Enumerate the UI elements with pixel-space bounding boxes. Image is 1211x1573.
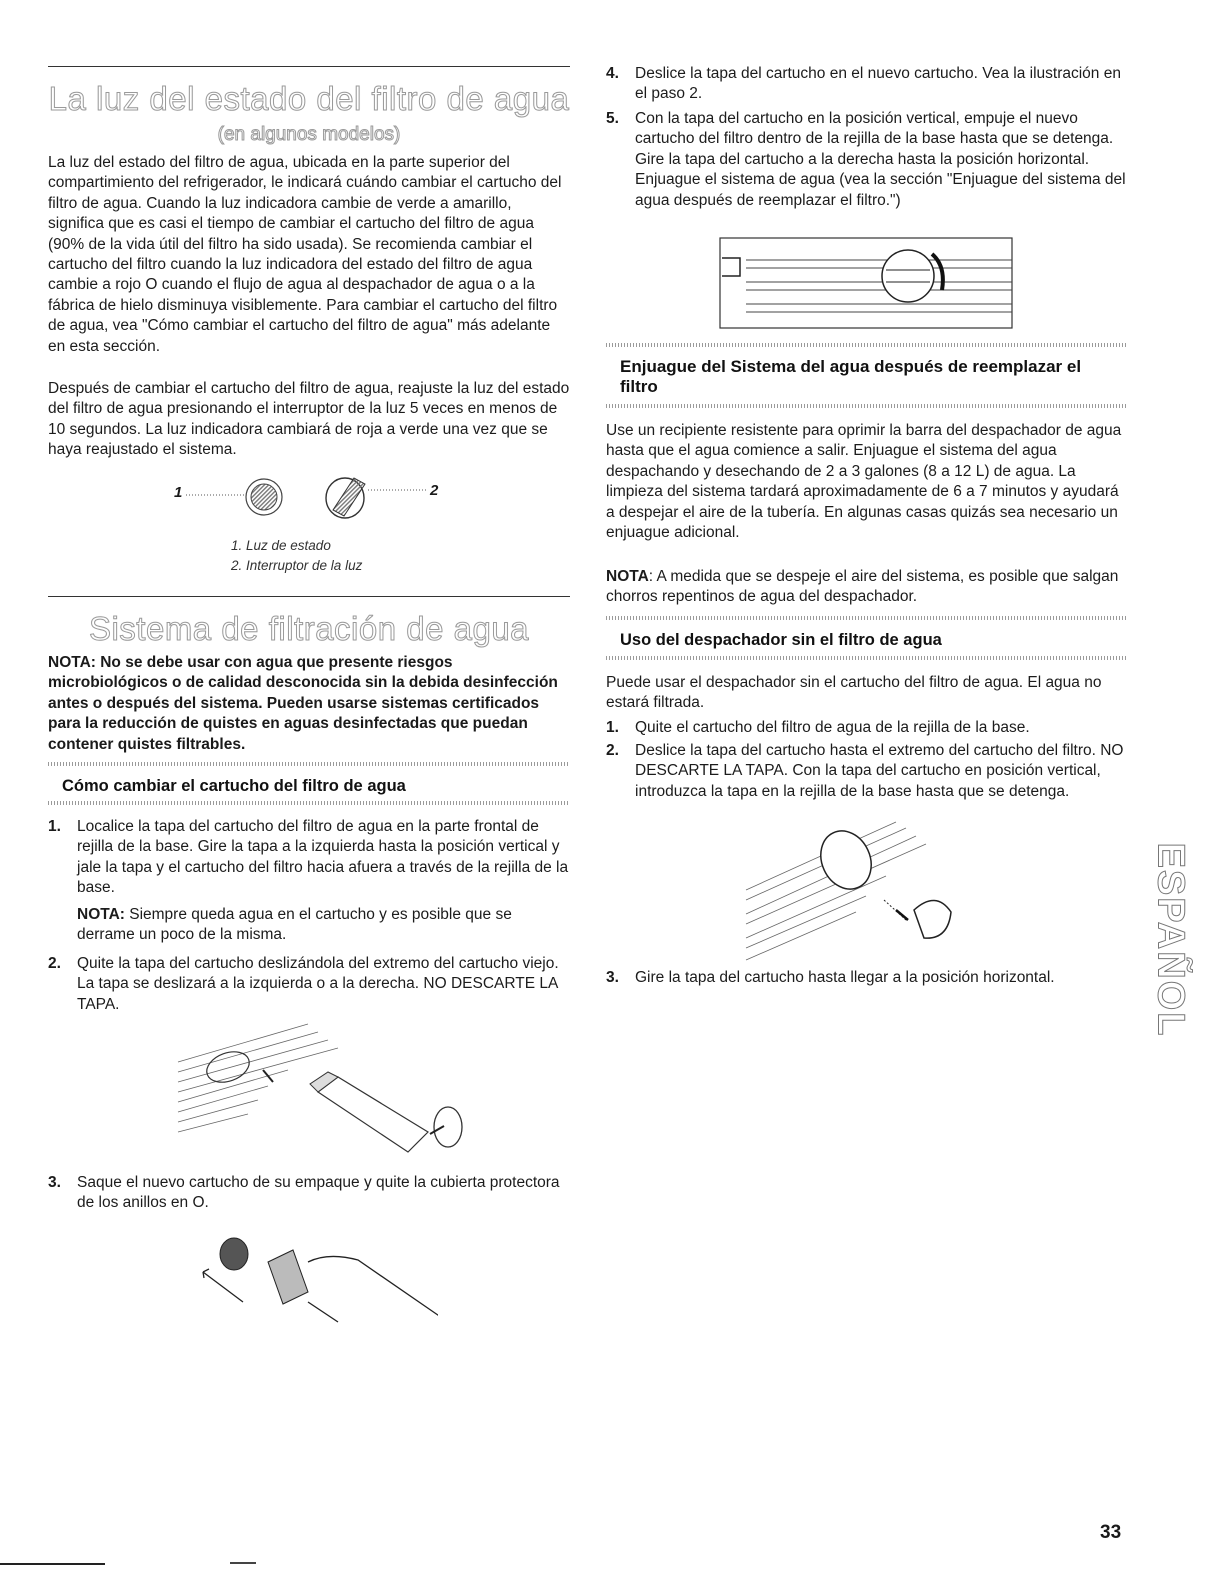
status-light-figure	[168, 470, 468, 530]
step-number: 3.	[48, 1174, 61, 1191]
step-text: Deslice la tapa del cartucho en el nuevo cartucho. Vea la ilustración en el paso 2.	[635, 65, 1121, 103]
heading-filter-status: La luz del estado del filtro de agua	[48, 80, 570, 117]
note-label: NOTA	[606, 568, 649, 585]
subheading-some-models: (en algunos modelos)	[217, 124, 401, 145]
step-text: Quite el cartucho del filtro de agua de la rejilla de la base.	[635, 719, 1030, 736]
paragraph-reset-light: Después de cambiar el cartucho del filtro de agua, reajuste la luz del estado del filtro de agua presionando el interruptor de la luz 5 veces en menos de 10 segundos. La luz indicadora cambiará de roja a verde una vez que se haya reajustado el sistema.	[48, 380, 570, 459]
dotted-rule	[606, 616, 1128, 620]
base-grille-illustration	[716, 232, 1016, 332]
step-number: 4.	[606, 65, 619, 82]
caption-light-switch: 2. Interruptor de la luz	[231, 558, 363, 573]
step-number: 1.	[48, 818, 61, 835]
paragraph-flush: Use un recipiente resistente para oprimir la barra del despachador de agua hasta que el agua comience a salir. Enjuague el sistema del agua despachando y desechando de 2 a 3 galones (8 a 12 L) de agua. La limpieza del sistema tardará aproximadamente de 6 a 7 minutos y ayudará a despejar el aire de la tubería. En algunas casas quizás sea necesario un enjuague adicional.	[606, 422, 1122, 542]
figure-label-1: 1	[174, 484, 183, 501]
dotted-rule	[606, 404, 1128, 408]
language-side-tab	[1147, 820, 1193, 1060]
flush-note	[606, 567, 1128, 608]
dotted-rule	[48, 762, 570, 766]
language-tab-label: ESPAÑOL	[1149, 842, 1192, 1038]
step-text: Con la tapa del cartucho en la posición vertical, empuje el nuevo cartucho del filtro dentro de la rejilla de la base hasta que se detenga. Gire la tapa del cartucho a la derecha hasta la posición horizontal. Enjuague el sistema de agua (vea la sección "Enjuague del sistema del agua después de reemplazar el filtro.")	[635, 110, 1126, 209]
step-text: Deslice la tapa del cartucho hasta el extremo del cartucho del filtro. NO DESCARTE LA TAPA. Con la tapa del cartucho en posición vertical, introduzca la tapa en la rejilla de la base hasta que se detenga.	[635, 742, 1124, 800]
dotted-rule	[606, 656, 1128, 660]
step-number: 2.	[48, 955, 61, 972]
step-number: 5.	[606, 110, 619, 127]
step-text: Quite la tapa del cartucho deslizándola del extremo del cartucho viejo. La tapa se deslizará a la izquierda o a la derecha. NO DESCARTE LA TAPA.	[77, 955, 559, 1013]
step-text: Gire la tapa del cartucho hasta llegar a la posición horizontal.	[635, 969, 1055, 986]
note-label: NOTA:	[77, 906, 125, 923]
page-number: 33	[1100, 1522, 1122, 1543]
dotted-rule	[48, 801, 570, 805]
safety-note: NOTA: No se debe usar con agua que presente riesgos microbiológicos o de calidad desconocida sin la debida desinfección antes o después del sistema. Pueden usarse sistemas certificados para la reducción de quistes en aguas desinfectadas que puedan contener quistes filtrables.	[48, 654, 558, 753]
status-light-illustration	[168, 470, 468, 530]
paragraph-no-filter: Puede usar el despachador sin el cartucho del filtro de agua. El agua no estará filtrada.	[606, 674, 1102, 712]
cap-insert-illustration	[736, 820, 986, 970]
section-divider	[48, 596, 570, 597]
heading-filtration-system: Sistema de filtración de agua	[88, 610, 530, 647]
o-ring-cover-illustration	[198, 1232, 438, 1332]
step-text: Saque el nuevo cartucho de su empaque y quite la cubierta protectora de los anillos en O.	[77, 1174, 560, 1212]
paragraph-status-light: La luz del estado del filtro de agua, ubicada en la parte superior del compartimiento del refrigerador, le indicará cuándo cambiar el cartucho del filtro de agua. Cuando la luz indicadora cambie de verde a amarillo, significa que es casi el tiempo de cambiar el cartucho del filtro de agua (90% de la vida útil del filtro ha sido usada). Se recomienda cambiar el cartucho del filtro cuando la luz indicadora del estado del filtro de agua cambie a rojo O cuando el flujo de agua al despachador de agua o a la fábrica de hielo disminuya visiblemente. Para cambiar el cartucho del filtro de agua, vea "Cómo cambiar el cartucho del filtro de agua" más adelante en esta sección.	[48, 154, 562, 355]
note-text: : A medida que se despeje el aire del sistema, es posible que salgan chorros repentinos de agua del despachador.	[606, 568, 1119, 606]
step-number: 1.	[606, 719, 619, 736]
section-divider	[48, 66, 570, 67]
subheading-change-cartridge: Cómo cambiar el cartucho del filtro de agua	[62, 777, 406, 795]
subheading-flush-system: Enjuague del Sistema del agua después de reemplazar el filtro	[620, 357, 1082, 396]
figure-label-2: 2	[430, 482, 439, 499]
step-number: 3.	[606, 969, 619, 986]
dotted-rule	[606, 343, 1128, 347]
step-number: 2.	[606, 742, 619, 759]
cartridge-removal-illustration	[168, 1022, 468, 1162]
footer-marks	[0, 1561, 340, 1567]
step-text: Localice la tapa del cartucho del filtro de agua en la parte frontal de rejilla de la base. Gire la tapa a la izquierda hasta la posición vertical y jale la tapa y el cartucho del filtro hacia afuera a través de la rejilla de la base.	[77, 818, 569, 897]
subheading-no-filter: Uso del despachador sin el filtro de agua	[620, 631, 942, 649]
note-text: Siempre queda agua en el cartucho y es posible que se derrame un poco de la misma.	[77, 906, 512, 944]
caption-status-light: 1. Luz de estado	[231, 538, 331, 553]
